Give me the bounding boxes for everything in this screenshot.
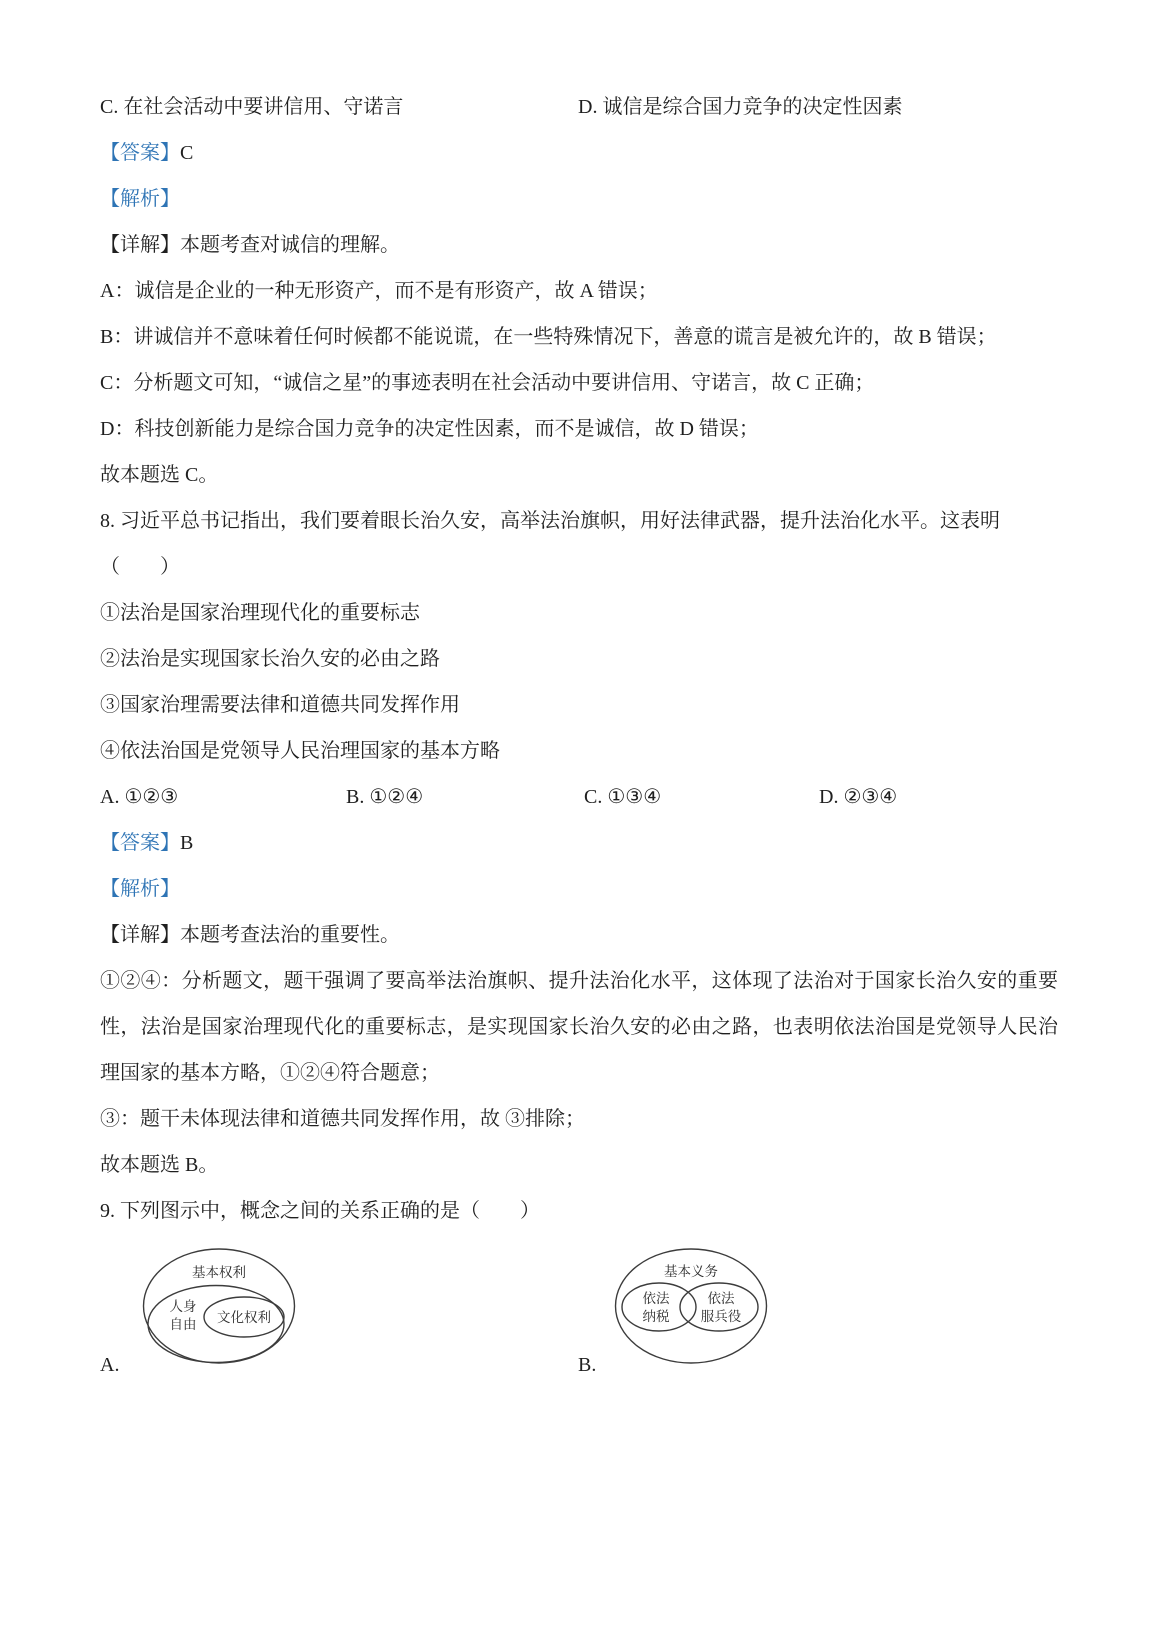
q8-stem-line1: 8. 习近平总书记指出，我们要着眼长治久安，高举法治旗帜，用好法律武器，提升法治化水平。这表明	[100, 510, 1000, 532]
q8-answer-line	[100, 820, 1058, 866]
q7-options-row	[100, 84, 1058, 130]
q8-option-a: A. ①②③	[100, 786, 179, 808]
diagram-b-right-label-line1: 依法	[707, 1291, 735, 1306]
diagram-a-outer-label: 基本权利	[192, 1265, 246, 1280]
diagram-b-outer-label: 基本义务	[664, 1264, 718, 1279]
q9-figure-label-b: B.	[578, 1354, 597, 1376]
diagram-a-left-label-line2: 自由	[169, 1317, 197, 1332]
q7-detail-heading: 【详解】本题考查对诚信的理解。	[100, 234, 400, 256]
diagram-b-right-label-line2: 服兵役	[700, 1309, 742, 1324]
diagram-a-left-label-line1: 人身	[169, 1299, 197, 1314]
q7-answer-value: C	[180, 142, 194, 164]
q7-explanation-c: C：分析题文可知，“诚信之星”的事迹表明在社会活动中要讲信用、守诺言，故 C 正确；	[100, 372, 875, 394]
q7-answer-line	[100, 130, 1058, 176]
q8-option-d: D. ②③④	[819, 786, 898, 808]
q8-explanation-124: ①②④：分析题文，题干强调了要高举法治旗帜、提升法治化水平，这体现了法治对于国家长治久安的重要性，法治是国家治理现代化的重要标志，是实现国家长治久安的必由之路，也表明依法治国是党领导人民治理国家的基本方略，①②④符合题意；	[100, 970, 1058, 1084]
q7-explanation-a: A：诚信是企业的一种无形资产，而不是有形资产，故 A 错误；	[100, 280, 658, 302]
q7-option-c: C. 在社会活动中要讲信用、守诺言	[100, 96, 404, 118]
q9-stem: 9. 下列图示中，概念之间的关系正确的是（ ）	[100, 1200, 540, 1222]
q8-options-row	[100, 774, 1058, 820]
q8-answer-label: 【答案】	[100, 832, 180, 854]
q9-figures	[100, 1234, 1058, 1424]
q8-statement-4: ④依法治国是党领导人民治理国家的基本方略	[100, 740, 500, 762]
q7-explanation-b: B：讲诚信并不意味着任何时候都不能说谎，在一些特殊情况下，善意的谎言是被允许的，故 B 错误；	[100, 326, 997, 348]
q9-diagram-a	[140, 1247, 298, 1369]
q8-analysis-label: 【解析】	[100, 878, 180, 900]
diagram-a-inner-label: 文化权利	[217, 1310, 271, 1325]
q8-explanation-3: ③：题干未体现法律和道德共同发挥作用，故 ③排除；	[100, 1108, 585, 1130]
q8-statement-3: ③国家治理需要法律和道德共同发挥作用	[100, 694, 460, 716]
q7-option-d: D. 诚信是综合国力竞争的决定性因素	[578, 96, 903, 118]
diagram-b-left-label-line1: 依法	[642, 1291, 670, 1306]
q7-answer-label: 【答案】	[100, 142, 180, 164]
diagram-b-left-label-line2: 纳税	[642, 1309, 670, 1324]
q8-option-b: B. ①②④	[346, 786, 424, 808]
q8-conclusion: 故本题选 B。	[100, 1154, 219, 1176]
q8-answer-value: B	[180, 832, 194, 854]
q7-conclusion: 故本题选 C。	[100, 464, 219, 486]
q8-statement-2: ②法治是实现国家长治久安的必由之路	[100, 648, 440, 670]
q8-option-c: C. ①③④	[584, 786, 662, 808]
q9-figure-label-a: A.	[100, 1354, 120, 1376]
q7-explanation-d: D：科技创新能力是综合国力竞争的决定性因素，而不是诚信，故 D 错误；	[100, 418, 759, 440]
q8-detail-heading: 【详解】本题考查法治的重要性。	[100, 924, 400, 946]
q9-diagram-b	[612, 1247, 770, 1369]
q8-stem-line2: （ ）	[100, 556, 180, 578]
q7-analysis-label: 【解析】	[100, 188, 180, 210]
q8-statement-1: ①法治是国家治理现代化的重要标志	[100, 602, 420, 624]
